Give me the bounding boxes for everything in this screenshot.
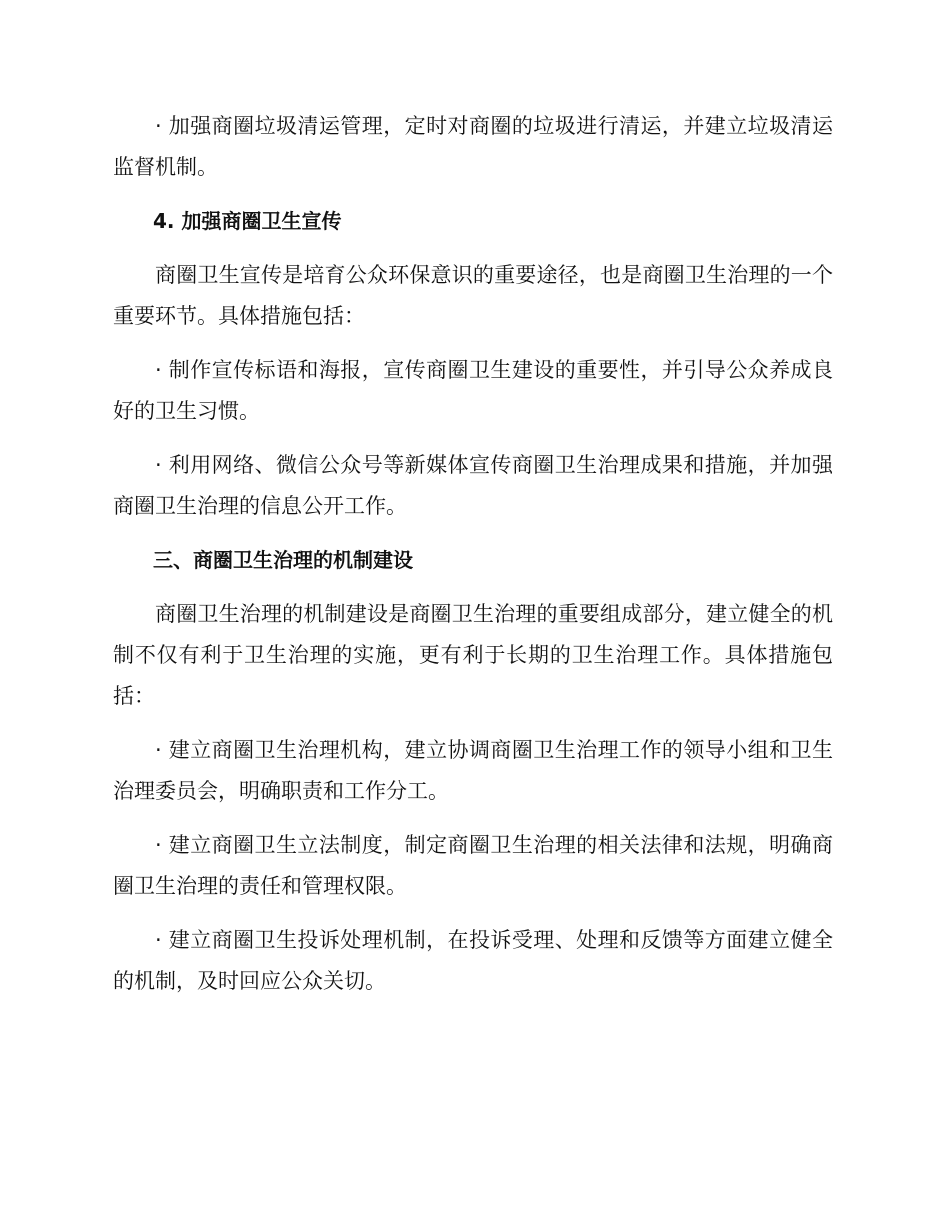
- section-heading-publicity: 4. 加强商圈卫生宣传: [153, 209, 342, 233]
- paragraph-publicity-intro: 商圈卫生宣传是培育公众环保意识的重要途径，也是商圈卫生治理的一个重要环节。具体措施包括：: [113, 263, 833, 328]
- bullet-complaint-handling: · 建立商圈卫生投诉处理机制，在投诉受理、处理和反馈等方面建立健全的机制，及时回应公众关切。: [113, 928, 833, 993]
- bullet-legislation: · 建立商圈卫生立法制度，制定商圈卫生治理的相关法律和法规，明确商圈卫生治理的责任和管理权限。: [113, 833, 833, 898]
- bullet-slogans-posters: · 制作宣传标语和海报，宣传商圈卫生建设的重要性，并引导公众养成良好的卫生习惯。: [113, 358, 833, 423]
- bullet-governance-body: · 建立商圈卫生治理机构，建立协调商圈卫生治理工作的领导小组和卫生治理委员会，明确职责和工作分工。: [113, 738, 833, 803]
- bullet-garbage-collection: · 加强商圈垃圾清运管理，定时对商圈的垃圾进行清运，并建立垃圾清运监督机制。: [113, 114, 833, 179]
- document-page: [113, 106, 833, 1015]
- section-heading-mechanism: 三、商圈卫生治理的机制建设: [153, 548, 413, 572]
- bullet-new-media: · 利用网络、微信公众号等新媒体宣传商圈卫生治理成果和措施，并加强商圈卫生治理的信息公开工作。: [113, 453, 833, 518]
- paragraph-mechanism-intro: 商圈卫生治理的机制建设是商圈卫生治理的重要组成部分，建立健全的机制不仅有利于卫生治理的实施，更有利于长期的卫生治理工作。具体措施包括：: [113, 602, 833, 708]
